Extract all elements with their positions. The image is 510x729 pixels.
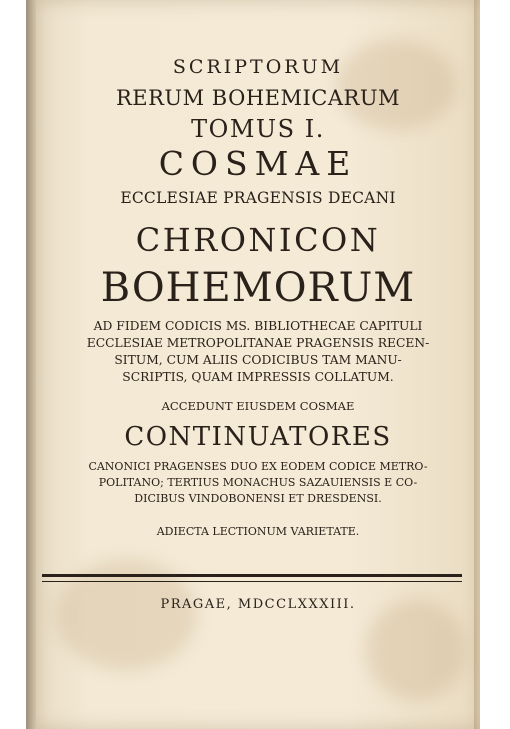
para2-line2: POLITANO; TERTIUS MONACHUS SAZAUIENSIS E CO- [98,476,418,489]
scan-margin [480,0,510,729]
para2-line1: CANONICI PRAGENSES DUO EX EODEM CODICE METRO- [88,460,428,473]
para1-line3: SITUM, CUM ALIIS CODICIBUS TAM MANU- [114,353,402,367]
heading-scriptorum: SCRIPTORUM [172,56,344,78]
heading-chronicon: CHRONICON [135,221,381,259]
heading-bohemorum: BOHEMORUM [100,265,416,311]
heading-tomus: TOMUS I. [191,115,325,143]
para1-line4: SCRIPTIS, QUAM IMPRESSIS COLLATUM. [122,370,394,384]
adiecta-line: ADIECTA LECTIONUM VARIETATE. [156,525,360,538]
paper-stain [366,600,466,700]
heading-rerum-bohemicarum: RERUM BOHEMICARUM [115,86,401,110]
para2-line3: DICIBUS VINDOBONENSI ET DRESDENSI. [134,492,382,505]
heading-continuatores: CONTINUATORES [124,422,392,452]
double-rule-thin [42,581,462,582]
heading-ecclesiae: ECCLESIAE PRAGENSIS DECANI [120,189,396,207]
para1-line1: AD FIDEM CODICIS MS. BIBLIOTHECAE CAPITULI [93,319,423,333]
double-rule-thick [42,574,462,577]
imprint-line: PRAGAE, MDCCLXXXIII. [160,597,356,612]
para1-line2: ECCLESIAE METROPOLITANAE PRAGENSIS RECEN- [86,336,430,350]
heading-cosmae: COSMAE [158,144,358,183]
accedunt-line: ACCEDUNT EIUSDEM COSMAE [161,399,355,413]
title-page [36,0,480,729]
